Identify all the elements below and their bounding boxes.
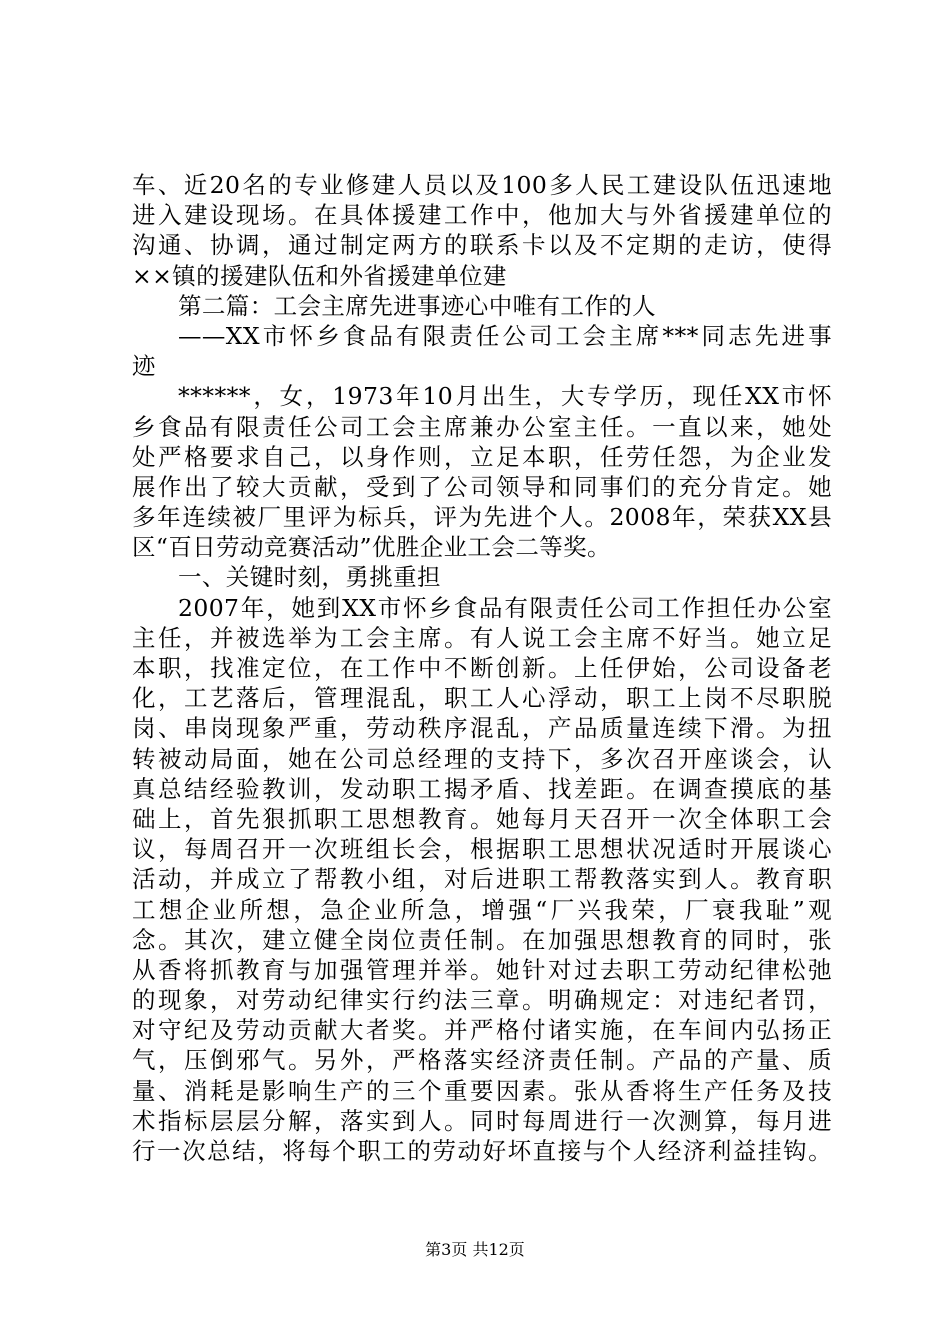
text-line: 沟通、协调，通过制定两方的联系卡以及不定期的走访，使得 — [132, 231, 832, 260]
text-line: 化，工艺落后，管理混乱，职工人心浮动，职工上岗不尽职脱 — [132, 684, 832, 713]
text-line: 本职，找准定位，在工作中不断创新。上任伊始，公司设备老 — [132, 654, 832, 682]
text-line: 多年连续被厂里评为标兵，评为先进个人。2008年，荣获XX县 — [132, 503, 832, 532]
text-line: 区“百日劳动竞赛活动”优胜企业工会二等奖。 — [132, 533, 611, 562]
subtitle-line: 迹 — [132, 352, 156, 381]
text-line: ******，女，1973年10月出生，大专学历，现任XX市怀 — [178, 382, 832, 411]
page-number: 第3页 共12页 — [425, 1240, 525, 1259]
section-heading: 一、关键时刻，勇挑重担 — [178, 563, 441, 592]
text-line: 2007年，她到XX市怀乡食品有限责任公司工作担任办公室 — [178, 593, 832, 622]
text-line: 进入建设现场。在具体援建工作中，他加大与外省援建单位的 — [132, 201, 832, 230]
text-line: 气，压倒邪气。另外，严格落实经济责任制。产品的产量、质 — [132, 1046, 832, 1075]
text-line: 车、近20名的专业修建人员以及100多人民工建设队伍迅速地 — [132, 171, 832, 199]
text-line: 对守纪及劳动贡献大者奖。并严格付诸实施，在车间内弘扬正 — [132, 1016, 832, 1045]
text-line: 础上，首先狠抓职工思想教育。她每月天召开一次全体职工会 — [132, 804, 832, 833]
text-line: 主任，并被选举为工会主席。有人说工会主席不好当。她立足 — [132, 623, 832, 652]
section-heading: 第二篇：工会主席先进事迹心中唯有工作的人 — [178, 291, 656, 320]
text-line: 行一次总结，将每个职工的劳动好坏直接与个人经济利益挂钩。 — [132, 1137, 832, 1165]
text-line: 展作出了较大贡献，受到了公司领导和同事们的充分肯定。她 — [132, 472, 832, 501]
document-body — [132, 170, 832, 1166]
text-line: 术指标层层分解，落实到人。同时每周进行一次测算，每月进 — [132, 1106, 832, 1135]
text-line: 的现象，对劳动纪律实行约法三章。明确规定：对违纪者罚， — [132, 986, 832, 1015]
text-line: ××镇的援建队伍和外省援建单位建 — [132, 261, 507, 290]
text-line: 工想企业所想，急企业所急，增强“厂兴我荣，厂衰我耻”观 — [132, 895, 832, 924]
text-line: 从香将抓教育与加强管理并举。她针对过去职工劳动纪律松弛 — [132, 955, 832, 984]
text-line: 处严格要求自己，以身作则，立足本职，任劳任怨，为企业发 — [132, 442, 832, 471]
text-line: 量、消耗是影响生产的三个重要因素。张从香将生产任务及技 — [132, 1076, 832, 1105]
text-line: 乡食品有限责任公司工会主席兼办公室主任。一直以来，她处 — [132, 412, 832, 441]
text-line: 转被动局面，她在公司总经理的支持下，多次召开座谈会，认 — [132, 744, 832, 773]
text-line: 议，每周召开一次班组长会，根据职工思想状况适时开展谈心 — [132, 835, 832, 864]
text-line: 活动，并成立了帮教小组，对后进职工帮教落实到人。教育职 — [132, 865, 832, 894]
text-line: 岗、串岗现象严重，劳动秩序混乱，产品质量连续下滑。为扭 — [132, 714, 832, 743]
text-line: 念。其次，建立健全岗位责任制。在加强思想教育的同时，张 — [132, 925, 832, 954]
text-line: 真总结经验教训，发动职工揭矛盾、找差距。在调查摸底的基 — [132, 774, 832, 803]
subtitle-line: ——XX市怀乡食品有限责任公司工会主席***同志先进事 — [178, 321, 832, 350]
